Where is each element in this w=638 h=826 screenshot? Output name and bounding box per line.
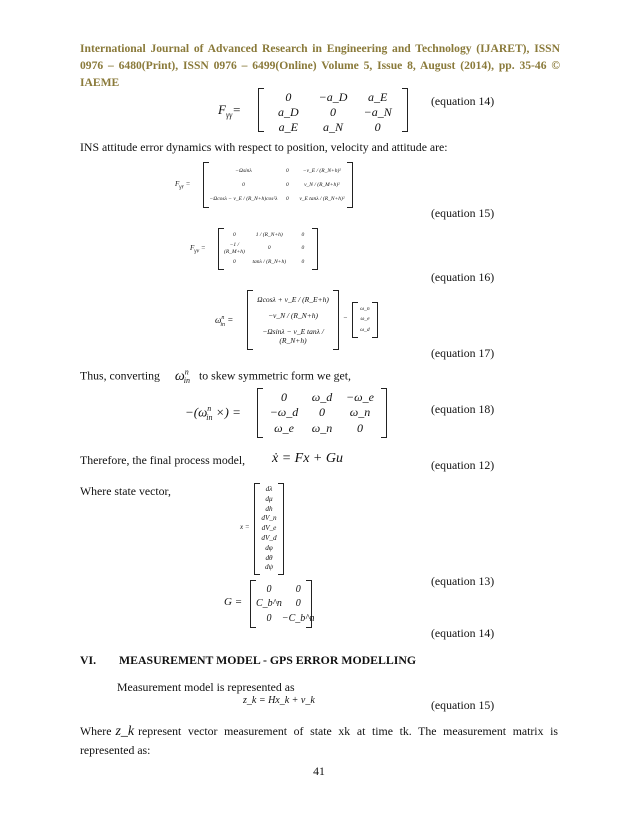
matrix-cell: −ω_d (269, 405, 299, 420)
equation-15b-label: (equation 15) (431, 698, 495, 712)
journal-header: International Journal of Advanced Research in Engineering and Technology (IJARET), ISSN 0976 – 6480(Print), ISSN 0976 – 6499(Online) Volume 5, Issue 8, August (2014), pp. 35-46 © IAEME (80, 42, 560, 89)
matrix-cell: 0 (266, 583, 272, 595)
equation-18: $-(\omega^n_{in}$ ×) = 0 ω_d −ω_e −ω_d 0 ω_n ω_e ω_n 0 (185, 388, 395, 438)
matrix-cell: 0 (374, 120, 381, 134)
matrix-cell: 0 (329, 105, 336, 119)
matrix-cell: 0 (242, 181, 245, 188)
matrix-cell: −a_D (318, 90, 348, 104)
equation-15b: z_k = Hx_k + v_k (243, 695, 315, 706)
matrix-cell: 0 (301, 245, 305, 252)
matrix-cell: −v_N / (R_N+h) (267, 310, 319, 320)
matrix-cell: a_D (277, 105, 299, 119)
matrix-cell: dψ (264, 563, 274, 572)
matrix-cell: ω_n (360, 305, 370, 312)
matrix-cell: dV_e (261, 524, 277, 533)
matrix-cell: dV_n (261, 514, 277, 523)
para-attitude-intro: INS attitude error dynamics with respect to position, velocity and attitude are: (80, 140, 448, 154)
equation-14a: $F_{\gamma\gamma}=$ 0 −a_D a_E a_D 0 −a_N a_E a_N 0 (218, 88, 418, 132)
matrix-cell: dμ (265, 494, 273, 503)
equation-13-label: (equation 13) (431, 574, 495, 588)
matrix-cell: 0 (233, 231, 236, 238)
equation-15a-label: (equation 15) (431, 206, 495, 220)
matrix-cell: −1 / (R_M+h) (224, 241, 245, 255)
matrix-cell: −v_E / (R_N+h)² (302, 167, 341, 174)
equation-17-label: (equation 17) (431, 346, 495, 360)
matrix-cell: 0 (295, 583, 301, 595)
matrix-cell: 0 (267, 245, 271, 252)
matrix-cell: 0 (301, 231, 305, 238)
matrix-cell: −Ωcosλ − v_E / (R_N+h)cos²λ (209, 195, 278, 202)
matrix-cell: ω_e (360, 316, 370, 323)
matrix-cell: dθ (265, 553, 273, 562)
matrix-cell: ω_n (349, 405, 371, 420)
matrix-cell: −Ωsinλ (235, 167, 252, 174)
matrix-cell: 0 (357, 420, 363, 435)
matrix-cell: 0 (301, 259, 305, 266)
section-heading: VI. MEASUREMENT MODEL - GPS ERROR MODELLING (80, 653, 417, 667)
matrix-cell: v_E tanλ / (R_N+h)² (299, 195, 345, 202)
equation-14b: G = 0 0 C_b^n 0 0 −C_b^n (224, 580, 314, 628)
para-measurement-model: Measurement model is represented as (117, 680, 295, 694)
equation-18-label: (equation 18) (431, 402, 495, 416)
matrix-cell: 1 / (R_N+h) (255, 231, 283, 238)
matrix-cell: 0 (286, 167, 289, 174)
equation-12: ẋ = Fx + Gu (272, 451, 343, 466)
page-number: 41 (313, 764, 325, 778)
equation-12-label: (equation 12) (431, 458, 495, 472)
equation-17: $\omega^n_{in}$ = Ωcosλ + v_E / (R_E+h) −v_N / (R_N+h) −Ωsinλ − v_E tanλ / (R_N+h) − ω_n ω_e ω_d (215, 290, 380, 350)
matrix-cell: 0 (233, 259, 236, 266)
matrix-cell: a_E (278, 120, 298, 134)
matrix-cell: 0 (319, 405, 325, 420)
matrix-cell: a_N (322, 120, 343, 134)
matrix-cell: −a_N (363, 105, 392, 119)
matrix-cell: tanλ / (R_N+h) (252, 259, 287, 266)
matrix-cell: 0 (295, 598, 301, 610)
matrix-cell: 0 (266, 613, 272, 625)
equation-14b-label: (equation 14) (431, 626, 495, 640)
para-process-model: Therefore, the final process model, (80, 453, 246, 467)
para-skew-symmetric: Thus, converting $\omega^n_{in}$ to skew symmetric form we get, (80, 367, 351, 386)
matrix-cell: ω_d (360, 327, 370, 334)
matrix-cell: v_N / (R_M+h)² (304, 181, 340, 188)
matrix-cell: ω_e (274, 420, 294, 435)
equation-16: $F_{\gamma v}$ = 0 1 / (R_N+h) 0 −1 / (R_M+h) 0 0 0 tanλ / (R_N+h) 0 (190, 228, 320, 270)
equation-13: x = dλ dμ dh dV_n dV_e dV_d dφ dθ dψ (240, 483, 300, 575)
matrix-cell: Ωcosλ + v_E / (R_E+h) (257, 295, 329, 305)
matrix-cell: ω_d (311, 390, 333, 405)
matrix-cell: a_E (367, 90, 388, 104)
matrix-cell: ω_n (311, 420, 333, 435)
matrix-cell: dφ (265, 543, 273, 552)
matrix-cell: C_b^n (256, 598, 282, 610)
equation-14a-label: (equation 14) (431, 94, 495, 108)
matrix-cell: −ω_e (346, 390, 374, 405)
matrix-cell: 0 (285, 90, 292, 104)
matrix-cell: 0 (286, 195, 289, 202)
matrix-cell: dV_d (261, 533, 277, 542)
equation-15a: $F_{\gamma r}$ = −Ωsinλ 0 −v_E / (R_N+h)² 0 0 v_N / (R_M+h)² −Ωcosλ − v_E / (R_N+h)cos²λ 0 v_E tanλ / (R_N+h)² (175, 162, 355, 208)
matrix-cell: dλ (265, 485, 273, 494)
equation-16-label: (equation 16) (431, 270, 495, 284)
matrix-cell: 0 (286, 181, 289, 188)
matrix-cell: −Ωsinλ − v_E tanλ / (R_N+h) (262, 326, 324, 345)
para-measurement-vector: Where z_k represent vector measurement of state xk at time tk. The measurement matrix is represented as: (80, 724, 558, 757)
matrix-cell: dh (265, 504, 273, 513)
para-state-vector: Where state vector, (80, 484, 171, 498)
matrix-cell: −C_b^n (281, 613, 315, 625)
matrix-cell: 0 (281, 390, 287, 405)
